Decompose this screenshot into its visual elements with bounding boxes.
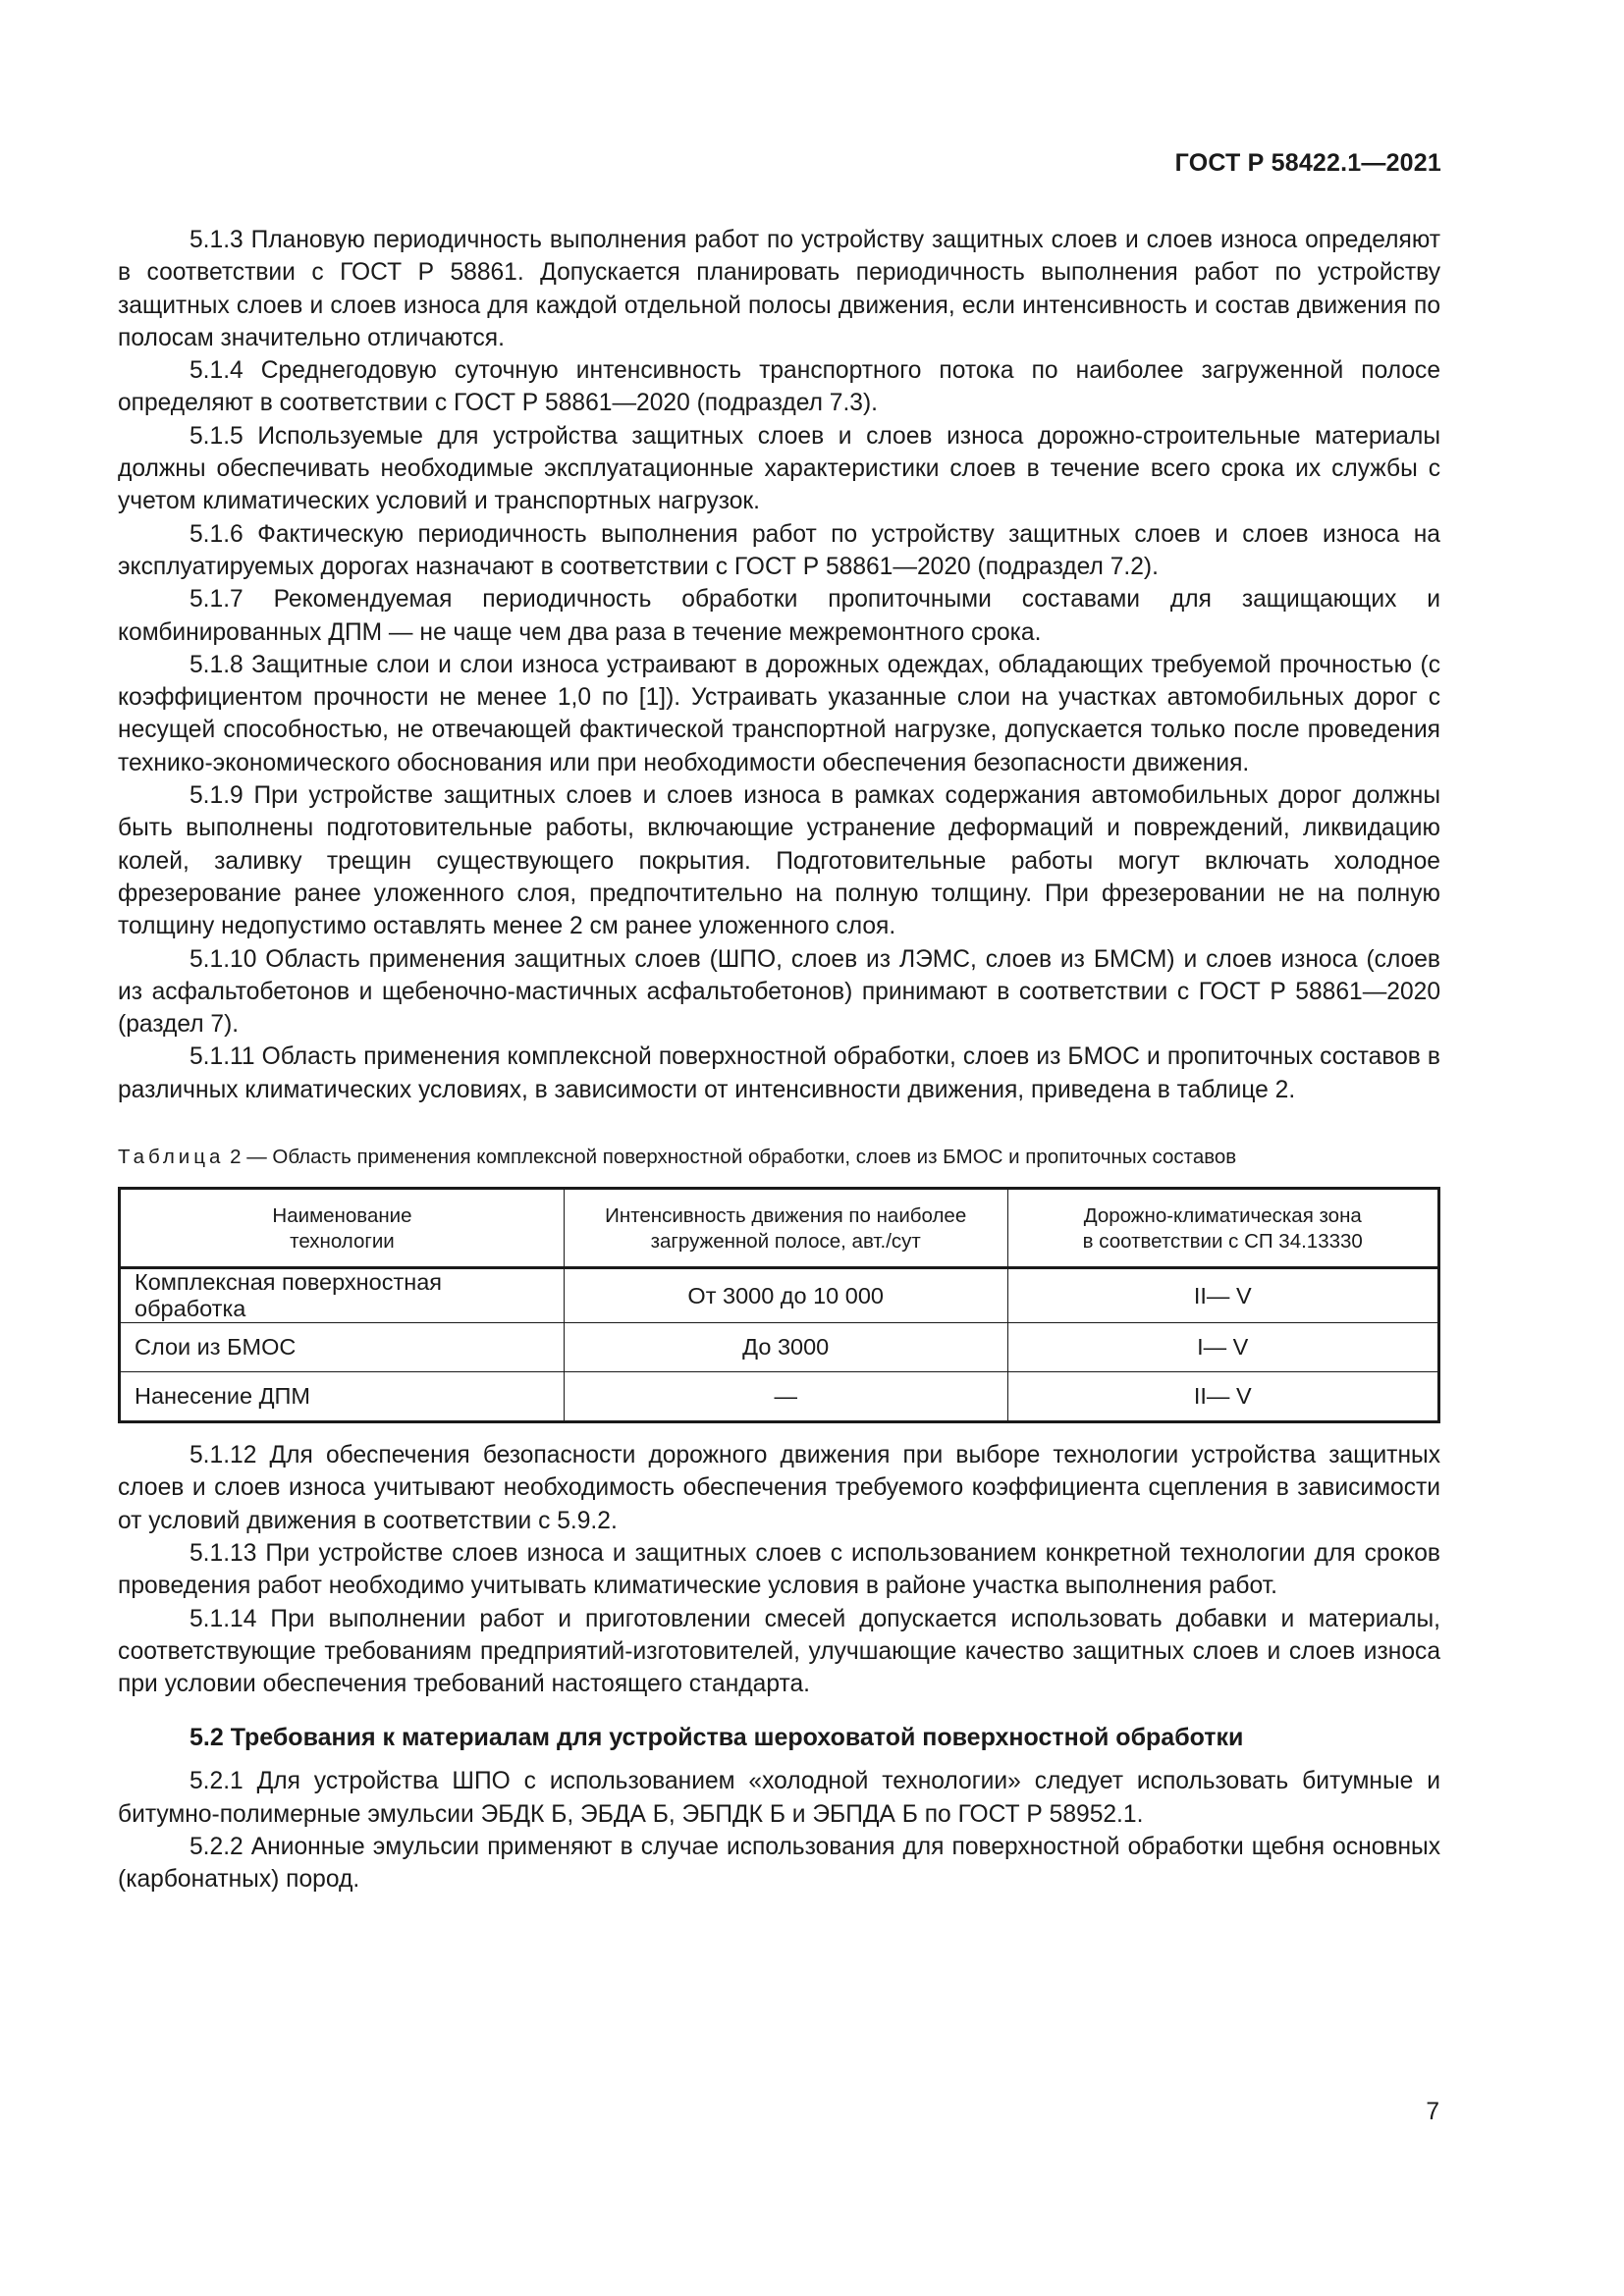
paragraph-5-1-8: 5.1.8 Защитные слои и слои износа устраивают в дорожных одеждах, обладающих требуемой прочностью (с коэффициентом прочности не менее 1,0 по [1]). Устраивать указанные слои на участках автомобильных дорог с несущей способностью, не отвечающей фактической транспортной нагрузке, допускается только после проведения технико-экономического обоснования или при необходимости обеспечения безопасности движения. — [118, 651, 1440, 776]
paragraph-5-1-13: 5.1.13 При устройстве слоев износа и защитных слоев с использованием конкретной технологии для сроков проведения работ необходимо учитывать климатические условия в районе участка выполнения работ. — [118, 1539, 1440, 1600]
section-5-2-paragraphs — [118, 1765, 1440, 1896]
paragraph-5-2-2: 5.2.2 Анионные эмульсии применяют в случае использования для поверхностной обработки щебня основных (карбонатных) пород. — [118, 1833, 1440, 1894]
paragraph-5-1-4: 5.1.4 Среднегодовую суточную интенсивность транспортного потока по наиболее загруженной полосе определяют в соответствии с ГОСТ Р 58861—2020 (подраздел 7.3). — [118, 357, 1440, 417]
cell-technology: Нанесение ДПМ — [120, 1372, 565, 1422]
cell-intensity: От 3000 до 10 000 — [564, 1268, 1007, 1323]
cell-intensity: До 3000 — [564, 1323, 1007, 1372]
table-row — [120, 1268, 1439, 1323]
cell-technology: Слои из БМОС — [120, 1323, 565, 1372]
header-traffic-intensity: Интенсивность движения по наиболее загруженной полосе, авт./сут — [564, 1189, 1007, 1268]
cell-zone: I— V — [1007, 1323, 1439, 1372]
table-caption-number: 2 — [230, 1146, 242, 1169]
cell-technology: Комплексная поверхностная обработка — [120, 1268, 565, 1323]
paragraphs-after-table — [118, 1439, 1440, 1700]
paragraph-5-1-11: 5.1.11 Область применения комплексной поверхностной обработки, слоев из БМОС и пропиточных составов в различных климатических условиях, в зависимости от интенсивности движения, приведена в таблице 2. — [118, 1043, 1440, 1103]
paragraph-5-1-7: 5.1.7 Рекомендуемая периодичность обработки пропиточными составами для защищающих и комбинированных ДПМ — не чаще чем два раза в течение межремонтного срока. — [118, 586, 1440, 646]
table-caption-label: Таблица — [118, 1146, 225, 1169]
cell-zone: II— V — [1007, 1372, 1439, 1422]
paragraph-5-1-10: 5.1.10 Область применения защитных слоев (ШПО, слоев из ЛЭМС, слоев из БМСМ) и слоев износа (слоев из асфальтобетонов и щебеночно-мастичных асфальтобетонов) принимают в соответствии с ГОСТ Р 58861—2020 (раздел 7). — [118, 945, 1440, 1039]
table-row — [120, 1323, 1439, 1372]
page-content — [118, 224, 1440, 1896]
cell-intensity: — — [564, 1372, 1007, 1422]
paragraph-5-1-5: 5.1.5 Используемые для устройства защитных слоев и слоев износа дорожно-строительные материалы должны обеспечивать необходимые эксплуатационные характеристики слоев в течение всего срока их службы с учетом климатических условий и транспортных нагрузок. — [118, 422, 1440, 515]
paragraph-5-1-14: 5.1.14 При выполнении работ и приготовлении смесей допускается использовать добавки и материалы, соответствующие требованиям предприятий-изготовителей, улучшающие качество защитных слоев и слоев износа при условии обеспечения требований настоящего стандарта. — [118, 1605, 1440, 1698]
page-number: 7 — [1426, 2099, 1439, 2125]
paragraph-5-1-3: 5.1.3 Плановую периодичность выполнения работ по устройству защитных слоев и слоев износа определяют в соответствии с ГОСТ Р 58861. Допускается планировать периодичность выполнения работ по устройству защитных слоев и слоев износа для каждой отдельной полосы движения, если интенсивность и состав движения по полосам значительно отличаются. — [118, 227, 1440, 351]
header-climate-zone: Дорожно-климатическая зона в соответствии с СП 34.13330 — [1007, 1189, 1439, 1268]
paragraph-5-1-9: 5.1.9 При устройстве защитных слоев и слоев износа в рамках содержания автомобильных дорог должны быть выполнены подготовительные работы, включающие устранение деформаций и повреждений, ликвидацию колей, заливку трещин существующего покрытия. Подготовительные работы могут включать холодное фрезерование ранее уложенного слоя, предпочтительно на полную толщину. При фрезеровании не на полную толщину недопустимо оставлять менее 2 см ранее уложенного слоя. — [118, 782, 1440, 940]
technology-table — [118, 1187, 1440, 1423]
paragraph-5-1-6: 5.1.6 Фактическую периодичность выполнения работ по устройству защитных слоев и слоев износа на эксплуатируемых дорогах назначают в соответствии с ГОСТ Р 58861—2020 (подраздел 7.2). — [118, 520, 1440, 580]
table-row — [120, 1372, 1439, 1422]
table-header-row — [120, 1189, 1439, 1268]
table-caption — [118, 1144, 1440, 1170]
table-caption-text: — Область применения комплексной поверхностной обработки, слоев из БМОС и пропиточных составов — [246, 1146, 1237, 1169]
paragraph-5-2-1: 5.2.1 Для устройства ШПО с использованием «холодной технологии» следует использовать битумные и битумно-полимерные эмульсии ЭБДК Б, ЭБДА Б, ЭБПДК Б и ЭБПДА Б по ГОСТ Р 58952.1. — [118, 1768, 1440, 1828]
section-heading-5-2: 5.2 Требования к материалам для устройства шероховатой поверхностной обработки — [189, 1724, 1244, 1752]
header-technology: Наименование технологии — [120, 1189, 565, 1268]
paragraph-5-1-12: 5.1.12 Для обеспечения безопасности дорожного движения при выборе технологии устройства защитных слоев и слоев износа учитывают необходимость обеспечения требуемого коэффициента сцепления в зависимости от условий движения в соответствии с 5.9.2. — [118, 1442, 1440, 1534]
paragraphs-before-table — [118, 224, 1440, 1106]
cell-zone: II— V — [1007, 1268, 1439, 1323]
document-code: ГОСТ Р 58422.1—2021 — [1174, 149, 1441, 177]
